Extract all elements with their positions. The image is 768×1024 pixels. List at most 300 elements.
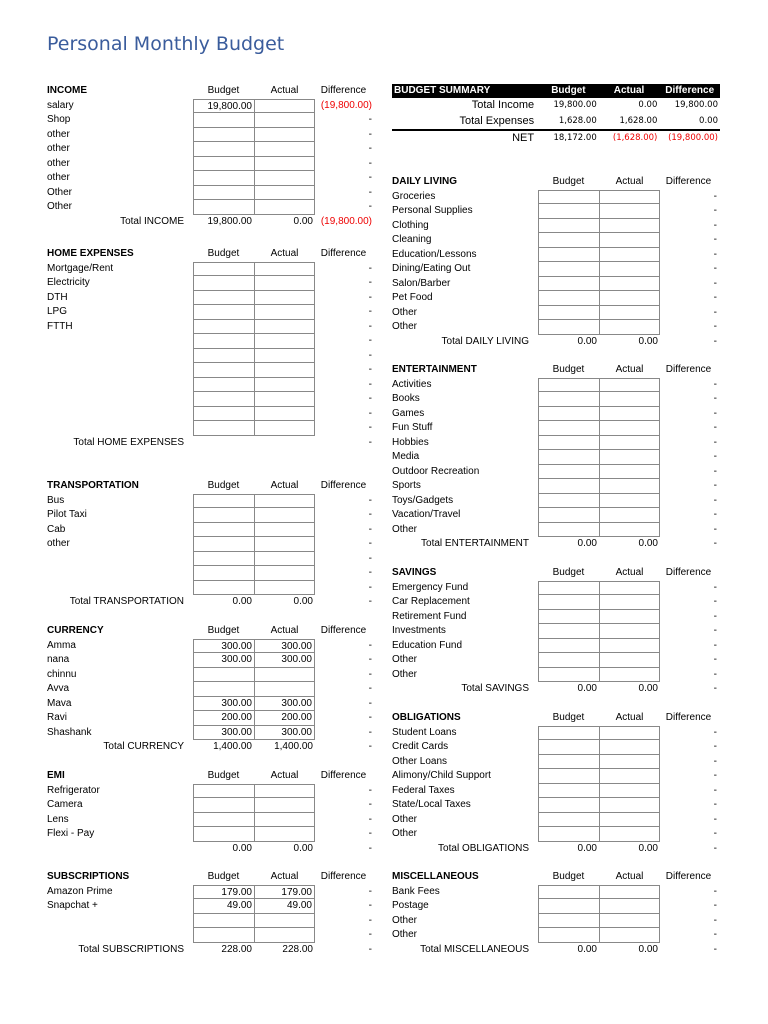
actual-cell[interactable] (254, 827, 315, 842)
actual-cell[interactable] (254, 784, 315, 799)
actual-cell[interactable] (599, 320, 660, 335)
actual-cell[interactable] (599, 436, 660, 451)
actual-cell[interactable] (599, 479, 660, 494)
row-label: Vacation/Travel (392, 509, 461, 520)
total-budget: 0.00 (577, 335, 597, 347)
budget-cell[interactable] (538, 190, 599, 205)
difference-cell: - (368, 813, 372, 825)
actual-cell[interactable] (599, 813, 660, 828)
actual-cell[interactable] (599, 190, 660, 205)
budget-cell[interactable] (193, 128, 254, 143)
row-label: State/Local Taxes (392, 799, 471, 810)
section-header (47, 624, 374, 639)
actual-cell[interactable] (254, 99, 315, 114)
total-difference: - (368, 741, 372, 752)
budget-cell[interactable] (538, 262, 599, 277)
row-label: LPG (47, 306, 68, 317)
table-row (47, 885, 374, 900)
budget-cell[interactable] (193, 523, 254, 538)
row-label: other (47, 128, 70, 140)
actual-cell[interactable] (599, 885, 660, 900)
actual-cell[interactable] (599, 219, 660, 234)
actual-cell[interactable] (254, 392, 315, 407)
difference-cell: - (368, 668, 372, 680)
actual-cell[interactable]: 300.00 (254, 653, 315, 668)
budget-cell[interactable] (538, 798, 599, 813)
budget-cell[interactable] (538, 740, 599, 755)
actual-cell[interactable] (599, 624, 660, 639)
actual-cell[interactable] (599, 755, 660, 770)
actual-cell[interactable] (599, 291, 660, 306)
table-row (392, 653, 720, 668)
actual-cell[interactable] (599, 407, 660, 422)
difference-cell: - (368, 654, 372, 665)
table-row (47, 186, 374, 201)
row-label: Flexi - Pay (47, 828, 95, 839)
actual-cell[interactable] (254, 200, 315, 215)
actual-cell[interactable] (599, 465, 660, 480)
row-label (47, 552, 193, 567)
difference-cell: - (368, 172, 372, 183)
difference-cell: - (368, 349, 372, 361)
table-row (392, 277, 720, 292)
budget-cell[interactable] (193, 262, 254, 277)
budget-cell[interactable] (538, 204, 599, 219)
actual-cell[interactable] (254, 508, 315, 523)
row-label: FTTH (47, 320, 73, 332)
table-row (392, 624, 720, 639)
actual-cell[interactable] (254, 276, 315, 291)
budget-cell[interactable] (193, 537, 254, 552)
actual-cell[interactable] (254, 668, 315, 683)
budget-cell[interactable]: 300.00 (193, 697, 254, 712)
actual-cell[interactable] (599, 726, 660, 741)
total-row (47, 842, 374, 857)
difference-cell: - (368, 320, 372, 332)
section-header (47, 870, 374, 885)
budget-cell[interactable] (193, 157, 254, 172)
summary-row-total-expenses (392, 114, 720, 130)
row-label: Other (392, 523, 418, 535)
budget-cell[interactable] (538, 378, 599, 393)
summary-budget: 18,172.00 (553, 133, 597, 143)
section-title: EMI (47, 770, 65, 781)
budget-cell[interactable] (193, 305, 254, 320)
row-label: Cleaning (392, 234, 432, 245)
row-label (47, 914, 193, 929)
difference-cell: - (713, 190, 717, 202)
actual-cell[interactable] (599, 508, 660, 523)
budget-cell[interactable] (538, 233, 599, 248)
total-label: Total CURRENCY (103, 741, 184, 752)
total-budget: 228.00 (221, 943, 252, 955)
difference-cell: - (368, 639, 372, 651)
row-label: Groceries (392, 190, 436, 202)
table-row (47, 639, 374, 654)
difference-cell: - (713, 726, 717, 738)
row-label: Bus (47, 494, 65, 506)
budget-cell[interactable] (193, 682, 254, 697)
budget-cell[interactable] (193, 914, 254, 929)
actual-cell[interactable] (599, 769, 660, 784)
difference-cell: - (713, 321, 717, 332)
table-row (392, 755, 720, 770)
budget-cell[interactable] (193, 291, 254, 306)
difference-cell: - (713, 784, 717, 796)
actual-cell[interactable] (599, 233, 660, 248)
budget-cell[interactable] (538, 248, 599, 263)
difference-cell: - (713, 885, 717, 897)
budget-cell[interactable] (538, 639, 599, 654)
table-row (392, 233, 720, 248)
budget-cell[interactable] (538, 479, 599, 494)
budget-cell[interactable] (193, 508, 254, 523)
row-label: chinnu (47, 668, 77, 680)
difference-cell: - (368, 186, 372, 198)
actual-cell[interactable] (599, 523, 660, 538)
actual-cell[interactable] (254, 334, 315, 349)
budget-cell[interactable] (193, 171, 254, 186)
actual-cell[interactable] (599, 262, 660, 277)
budget-cell[interactable] (193, 421, 254, 436)
budget-cell[interactable] (193, 668, 254, 683)
budget-cell[interactable] (193, 827, 254, 842)
budget-cell[interactable] (538, 653, 599, 668)
budget-cell[interactable] (538, 610, 599, 625)
section-header (47, 479, 374, 494)
budget-cell[interactable]: 49.00 (193, 899, 254, 914)
budget-cell[interactable] (538, 436, 599, 451)
actual-cell[interactable] (599, 740, 660, 755)
row-label: other (47, 172, 70, 183)
budget-cell[interactable] (538, 494, 599, 509)
budget-cell[interactable] (538, 219, 599, 234)
actual-cell[interactable] (254, 113, 315, 128)
budget-cell[interactable] (538, 450, 599, 465)
budget-cell[interactable] (538, 277, 599, 292)
actual-cell[interactable] (599, 392, 660, 407)
budget-cell[interactable]: 300.00 (193, 639, 254, 654)
table-row (392, 899, 720, 914)
difference-cell: - (713, 205, 717, 216)
actual-cell[interactable] (254, 171, 315, 186)
column-header-budget: Budget (207, 480, 240, 491)
table-row (47, 581, 374, 596)
actual-cell[interactable]: 300.00 (254, 639, 315, 654)
table-row (47, 378, 374, 393)
column-header-actual: Actual (615, 871, 644, 882)
budget-cell[interactable]: 300.00 (193, 653, 254, 668)
actual-cell[interactable] (599, 928, 660, 943)
budget-cell[interactable] (538, 508, 599, 523)
actual-cell[interactable] (599, 450, 660, 465)
budget-cell[interactable]: 179.00 (193, 885, 254, 900)
budget-cell[interactable] (193, 784, 254, 799)
actual-cell[interactable] (254, 128, 315, 143)
actual-cell[interactable] (599, 827, 660, 842)
total-row (47, 943, 374, 958)
actual-cell[interactable]: 300.00 (254, 697, 315, 712)
budget-cell[interactable] (538, 407, 599, 422)
budget-cell[interactable] (538, 899, 599, 914)
difference-cell: - (368, 697, 372, 709)
budget-cell[interactable] (193, 581, 254, 596)
difference-cell: - (368, 422, 372, 433)
actual-cell[interactable] (254, 813, 315, 828)
budget-summary (392, 84, 720, 147)
table-row (392, 740, 720, 755)
total-budget: 0.00 (577, 842, 597, 854)
budget-cell[interactable] (538, 813, 599, 828)
actual-cell[interactable] (599, 421, 660, 436)
budget-cell[interactable] (538, 595, 599, 610)
budget-cell[interactable] (193, 798, 254, 813)
column-header-actual: Actual (615, 176, 644, 187)
budget-cell[interactable] (193, 552, 254, 567)
budget-cell[interactable] (193, 320, 254, 335)
budget-cell[interactable]: 19,800.00 (193, 99, 254, 114)
actual-cell[interactable] (599, 798, 660, 813)
actual-cell[interactable] (599, 494, 660, 509)
table-row (47, 668, 374, 683)
budget-cell[interactable] (193, 494, 254, 509)
actual-cell[interactable] (254, 552, 315, 567)
budget-cell[interactable] (538, 421, 599, 436)
budget-cell[interactable]: 200.00 (193, 711, 254, 726)
actual-cell[interactable]: 300.00 (254, 726, 315, 741)
budget-cell[interactable] (538, 306, 599, 321)
actual-cell[interactable] (254, 407, 315, 422)
row-label: Books (392, 393, 420, 404)
budget-cell[interactable] (193, 407, 254, 422)
budget-cell[interactable] (538, 755, 599, 770)
difference-cell: - (713, 596, 717, 607)
actual-cell[interactable] (254, 320, 315, 335)
budget-cell[interactable] (193, 928, 254, 943)
budget-cell[interactable] (193, 334, 254, 349)
budget-cell[interactable] (193, 200, 254, 215)
actual-cell[interactable]: 49.00 (254, 899, 315, 914)
table-row (392, 827, 720, 842)
budget-cell[interactable] (538, 726, 599, 741)
actual-cell[interactable] (254, 142, 315, 157)
actual-cell[interactable] (599, 653, 660, 668)
actual-cell[interactable] (254, 421, 315, 436)
table-row (47, 682, 374, 697)
actual-cell[interactable]: 200.00 (254, 711, 315, 726)
row-label: Car Replacement (392, 596, 470, 607)
total-label: Total OBLIGATIONS (438, 842, 529, 854)
actual-cell[interactable] (599, 378, 660, 393)
total-actual: 0.00 (293, 842, 313, 854)
difference-cell: - (368, 712, 372, 723)
budget-cell[interactable] (193, 378, 254, 393)
summary-row-total-income (392, 98, 720, 114)
column-header-difference: Difference (665, 712, 712, 723)
row-label: Federal Taxes (392, 784, 455, 796)
summary-actual: (1,628.00) (612, 133, 658, 143)
difference-cell: - (713, 929, 717, 940)
table-row (392, 436, 720, 451)
row-label: Amma (47, 639, 76, 651)
budget-cell[interactable] (538, 914, 599, 929)
section-header (47, 84, 374, 99)
row-label: Cab (47, 523, 66, 535)
table-row (392, 523, 720, 538)
actual-cell[interactable] (254, 349, 315, 364)
table-row (392, 421, 720, 436)
actual-cell[interactable]: 179.00 (254, 885, 315, 900)
budget-cell[interactable] (193, 349, 254, 364)
column-header-actual: Actual (270, 871, 299, 882)
actual-cell[interactable] (599, 639, 660, 654)
budget-cell[interactable] (193, 566, 254, 581)
total-row (392, 335, 720, 350)
section-title: SAVINGS (392, 567, 437, 578)
table-row (47, 508, 374, 523)
actual-cell[interactable] (254, 157, 315, 172)
actual-cell[interactable] (254, 523, 315, 538)
row-label: Hobbies (392, 436, 429, 448)
total-budget: 1,400.00 (213, 741, 252, 752)
actual-cell[interactable] (254, 798, 315, 813)
actual-cell[interactable] (254, 363, 315, 378)
actual-cell[interactable] (599, 595, 660, 610)
table-row (392, 928, 720, 943)
budget-cell[interactable] (193, 186, 254, 201)
actual-cell[interactable] (254, 186, 315, 201)
budget-cell[interactable]: 300.00 (193, 726, 254, 741)
row-label: Clothing (392, 219, 429, 231)
total-actual: 0.00 (638, 538, 658, 549)
actual-cell[interactable] (599, 306, 660, 321)
total-label: Total DAILY LIVING (441, 335, 529, 347)
row-label (47, 392, 193, 407)
difference-cell: - (713, 610, 717, 622)
summary-actual: 1,628.00 (619, 115, 658, 126)
section-header (392, 711, 720, 726)
actual-cell[interactable] (599, 204, 660, 219)
actual-cell[interactable] (254, 914, 315, 929)
budget-cell[interactable] (538, 523, 599, 538)
row-label: Other (392, 828, 418, 839)
budget-cell[interactable] (193, 113, 254, 128)
total-actual: 0.00 (638, 335, 658, 347)
total-difference: - (368, 436, 372, 448)
actual-cell[interactable] (254, 682, 315, 697)
actual-cell[interactable] (254, 305, 315, 320)
total-difference: - (713, 842, 717, 854)
row-label: other (47, 143, 70, 154)
actual-cell[interactable] (599, 784, 660, 799)
actual-cell[interactable] (254, 291, 315, 306)
table-row (47, 784, 374, 799)
difference-cell: - (368, 900, 372, 911)
difference-cell: - (713, 393, 717, 404)
budget-cell[interactable] (538, 928, 599, 943)
actual-cell[interactable] (599, 277, 660, 292)
difference-cell: - (368, 726, 372, 738)
actual-cell[interactable] (599, 899, 660, 914)
budget-cell[interactable] (193, 813, 254, 828)
actual-cell[interactable] (254, 262, 315, 277)
total-budget: 0.00 (577, 683, 597, 694)
table-row (47, 305, 374, 320)
budget-cell[interactable] (538, 465, 599, 480)
budget-cell[interactable] (538, 885, 599, 900)
row-label: Other Loans (392, 755, 448, 767)
section-savings (392, 566, 720, 697)
actual-cell[interactable] (254, 566, 315, 581)
budget-cell[interactable] (193, 142, 254, 157)
actual-cell[interactable] (254, 537, 315, 552)
budget-cell[interactable] (538, 581, 599, 596)
table-row (47, 407, 374, 422)
actual-cell[interactable] (254, 928, 315, 943)
budget-cell[interactable] (538, 668, 599, 683)
budget-cell[interactable] (538, 392, 599, 407)
table-row (392, 219, 720, 234)
column-header-budget: Budget (207, 85, 240, 96)
actual-cell[interactable] (599, 914, 660, 929)
total-row (392, 943, 720, 958)
actual-cell[interactable] (599, 581, 660, 596)
actual-cell[interactable] (599, 610, 660, 625)
budget-cell[interactable] (193, 276, 254, 291)
total-label (47, 842, 193, 857)
budget-cell[interactable] (193, 392, 254, 407)
table-row (392, 639, 720, 654)
table-row (47, 697, 374, 712)
difference-cell: - (368, 552, 372, 564)
table-row (392, 769, 720, 784)
section-header (392, 363, 720, 378)
row-label (47, 334, 193, 349)
budget-cell[interactable] (538, 624, 599, 639)
row-label: Pet Food (392, 292, 433, 303)
actual-cell[interactable] (254, 581, 315, 596)
difference-cell: - (713, 523, 717, 535)
actual-cell[interactable] (254, 378, 315, 393)
table-row (47, 99, 374, 114)
column-header-difference: Difference (320, 480, 367, 491)
budget-cell[interactable] (193, 363, 254, 378)
summary-budget: 19,800.00 (553, 100, 597, 110)
actual-cell[interactable] (599, 668, 660, 683)
total-label: Total INCOME (120, 215, 184, 227)
table-row (392, 204, 720, 219)
budget-cell[interactable] (538, 827, 599, 842)
budget-cell[interactable] (538, 784, 599, 799)
table-row (47, 363, 374, 378)
actual-cell[interactable] (254, 494, 315, 509)
total-budget: 0.00 (577, 538, 597, 549)
difference-cell: - (368, 277, 372, 288)
row-label: Dining/Eating Out (392, 263, 471, 274)
budget-cell[interactable] (538, 291, 599, 306)
difference-cell: - (368, 914, 372, 926)
table-row (392, 262, 720, 277)
table-row (392, 479, 720, 494)
budget-cell[interactable] (538, 769, 599, 784)
table-row (392, 291, 720, 306)
difference-cell: - (713, 263, 717, 274)
table-row (392, 668, 720, 683)
actual-cell[interactable] (599, 248, 660, 263)
difference-cell: - (368, 128, 372, 140)
row-label: Fun Stuff (392, 422, 433, 433)
budget-cell[interactable] (538, 320, 599, 335)
